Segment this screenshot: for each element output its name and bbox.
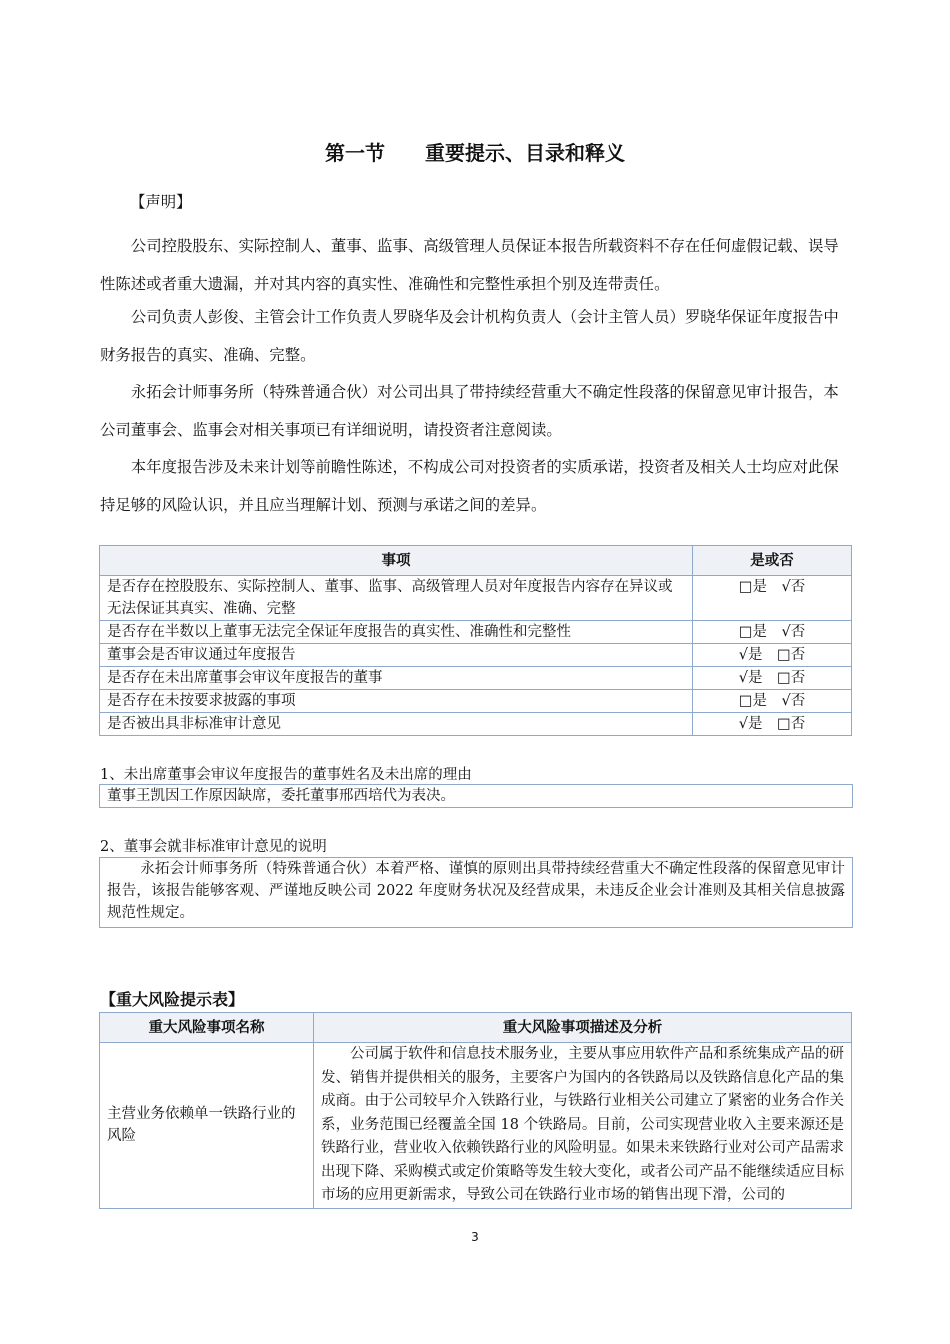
risk-description: 公司属于软件和信息技术服务业，主要从事应用软件产品和系统集成产品的研发、销售并提供相关的服务，主要客户为国内的各铁路局以及铁路信息化产品的集成商。由于公司较早介入铁路行业，与铁路行业相关公司建立了紧密的业务合作关系，业务范围已经覆盖全国 18 个铁路局。目前，公司实现营业收入主要来源还是铁路行业，营业收入依赖铁路行业的风险明显。如果未来铁路行业对公司产品需求出现下降、采购模式或定价策略等发生较大变化，或者公司产品不能继续适应目标市场的应用更新需求，导致公司在铁路行业市场的销售出现下滑，公司的 bbox=[314, 1043, 852, 1209]
matter-item: 是否被出具非标准审计意见 bbox=[100, 713, 693, 736]
table-header-row bbox=[100, 1013, 852, 1043]
declaration-heading: 【声明】 bbox=[130, 193, 192, 211]
matter-item: 是否存在半数以上董事无法完全保证年度报告的真实性、准确性和完整性 bbox=[100, 621, 693, 644]
matters-table bbox=[99, 545, 852, 736]
matter-answer: √是 □否 bbox=[693, 713, 852, 736]
declaration-paragraph: 永拓会计师事务所（特殊普通合伙）对公司出具了带持续经营重大不确定性段落的保留意见审计报告，本公司董事会、监事会对相关事项已有详细说明，请投资者注意阅读。 bbox=[100, 383, 839, 439]
table-row bbox=[100, 690, 852, 713]
risk-table bbox=[99, 1012, 852, 1209]
table-header-cell: 是或否 bbox=[693, 546, 852, 576]
matter-item: 是否存在未出席董事会审议年度报告的董事 bbox=[100, 667, 693, 690]
table-header-cell: 事项 bbox=[100, 546, 693, 576]
matter-answer: □是 √否 bbox=[693, 576, 852, 621]
audit-opinion-heading: 2、董事会就非标准审计意见的说明 bbox=[100, 839, 327, 855]
table-row bbox=[100, 621, 852, 644]
declaration-paragraph: 本年度报告涉及未来计划等前瞻性陈述，不构成公司对投资者的实质承诺，投资者及相关人士均应对此保持足够的风险认识，并且应当理解计划、预测与承诺之间的差异。 bbox=[100, 458, 839, 514]
table-row bbox=[100, 644, 852, 667]
table-row bbox=[100, 713, 852, 736]
table-row bbox=[100, 1043, 852, 1209]
matter-item: 董事会是否审议通过年度报告 bbox=[100, 644, 693, 667]
matter-answer: √是 □否 bbox=[693, 644, 852, 667]
declaration-paragraph: 公司负责人彭俊、主管会计工作负责人罗晓华及会计机构负责人（会计主管人员）罗晓华保证年度报告中财务报告的真实、准确、完整。 bbox=[100, 308, 839, 364]
absent-directors-heading: 1、未出席董事会审议年度报告的董事姓名及未出席的理由 bbox=[100, 767, 472, 783]
matter-item: 是否存在未按要求披露的事项 bbox=[100, 690, 693, 713]
audit-opinion-text: 永拓会计师事务所（特殊普通合伙）本着严格、谨慎的原则出具带持续经营重大不确定性段落的保留意见审计报告，该报告能够客观、严谨地反映公司 2022 年度财务状况及经营成果，未违反企业会计准则及其相关信息披露规范性规定。 bbox=[107, 861, 845, 921]
matter-answer: □是 √否 bbox=[693, 621, 852, 644]
matter-answer: □是 √否 bbox=[693, 690, 852, 713]
absent-directors-box: 董事王凯因工作原因缺席，委托董事邢西培代为表决。 bbox=[99, 784, 853, 808]
matter-item: 是否存在控股股东、实际控制人、董事、监事、高级管理人员对年度报告内容存在异议或无法保证其真实、准确、完整 bbox=[100, 576, 693, 621]
table-header-cell: 重大风险事项描述及分析 bbox=[314, 1013, 852, 1043]
risk-name: 主营业务依赖单一铁路行业的风险 bbox=[100, 1043, 314, 1209]
audit-opinion-box bbox=[99, 857, 853, 928]
table-header-row bbox=[100, 546, 852, 576]
matter-answer: √是 □否 bbox=[693, 667, 852, 690]
declaration-paragraph: 公司控股股东、实际控制人、董事、监事、高级管理人员保证本报告所载资料不存在任何虚假记载、误导性陈述或者重大遗漏，并对其内容的真实性、准确性和完整性承担个别及连带责任。 bbox=[100, 237, 839, 293]
table-row bbox=[100, 667, 852, 690]
section-title: 第一节 重要提示、目录和释义 bbox=[325, 141, 625, 165]
table-header-cell: 重大风险事项名称 bbox=[100, 1013, 314, 1043]
table-row bbox=[100, 576, 852, 621]
risk-table-heading: 【重大风险提示表】 bbox=[100, 990, 245, 1009]
page-number: 3 bbox=[471, 1230, 479, 1244]
